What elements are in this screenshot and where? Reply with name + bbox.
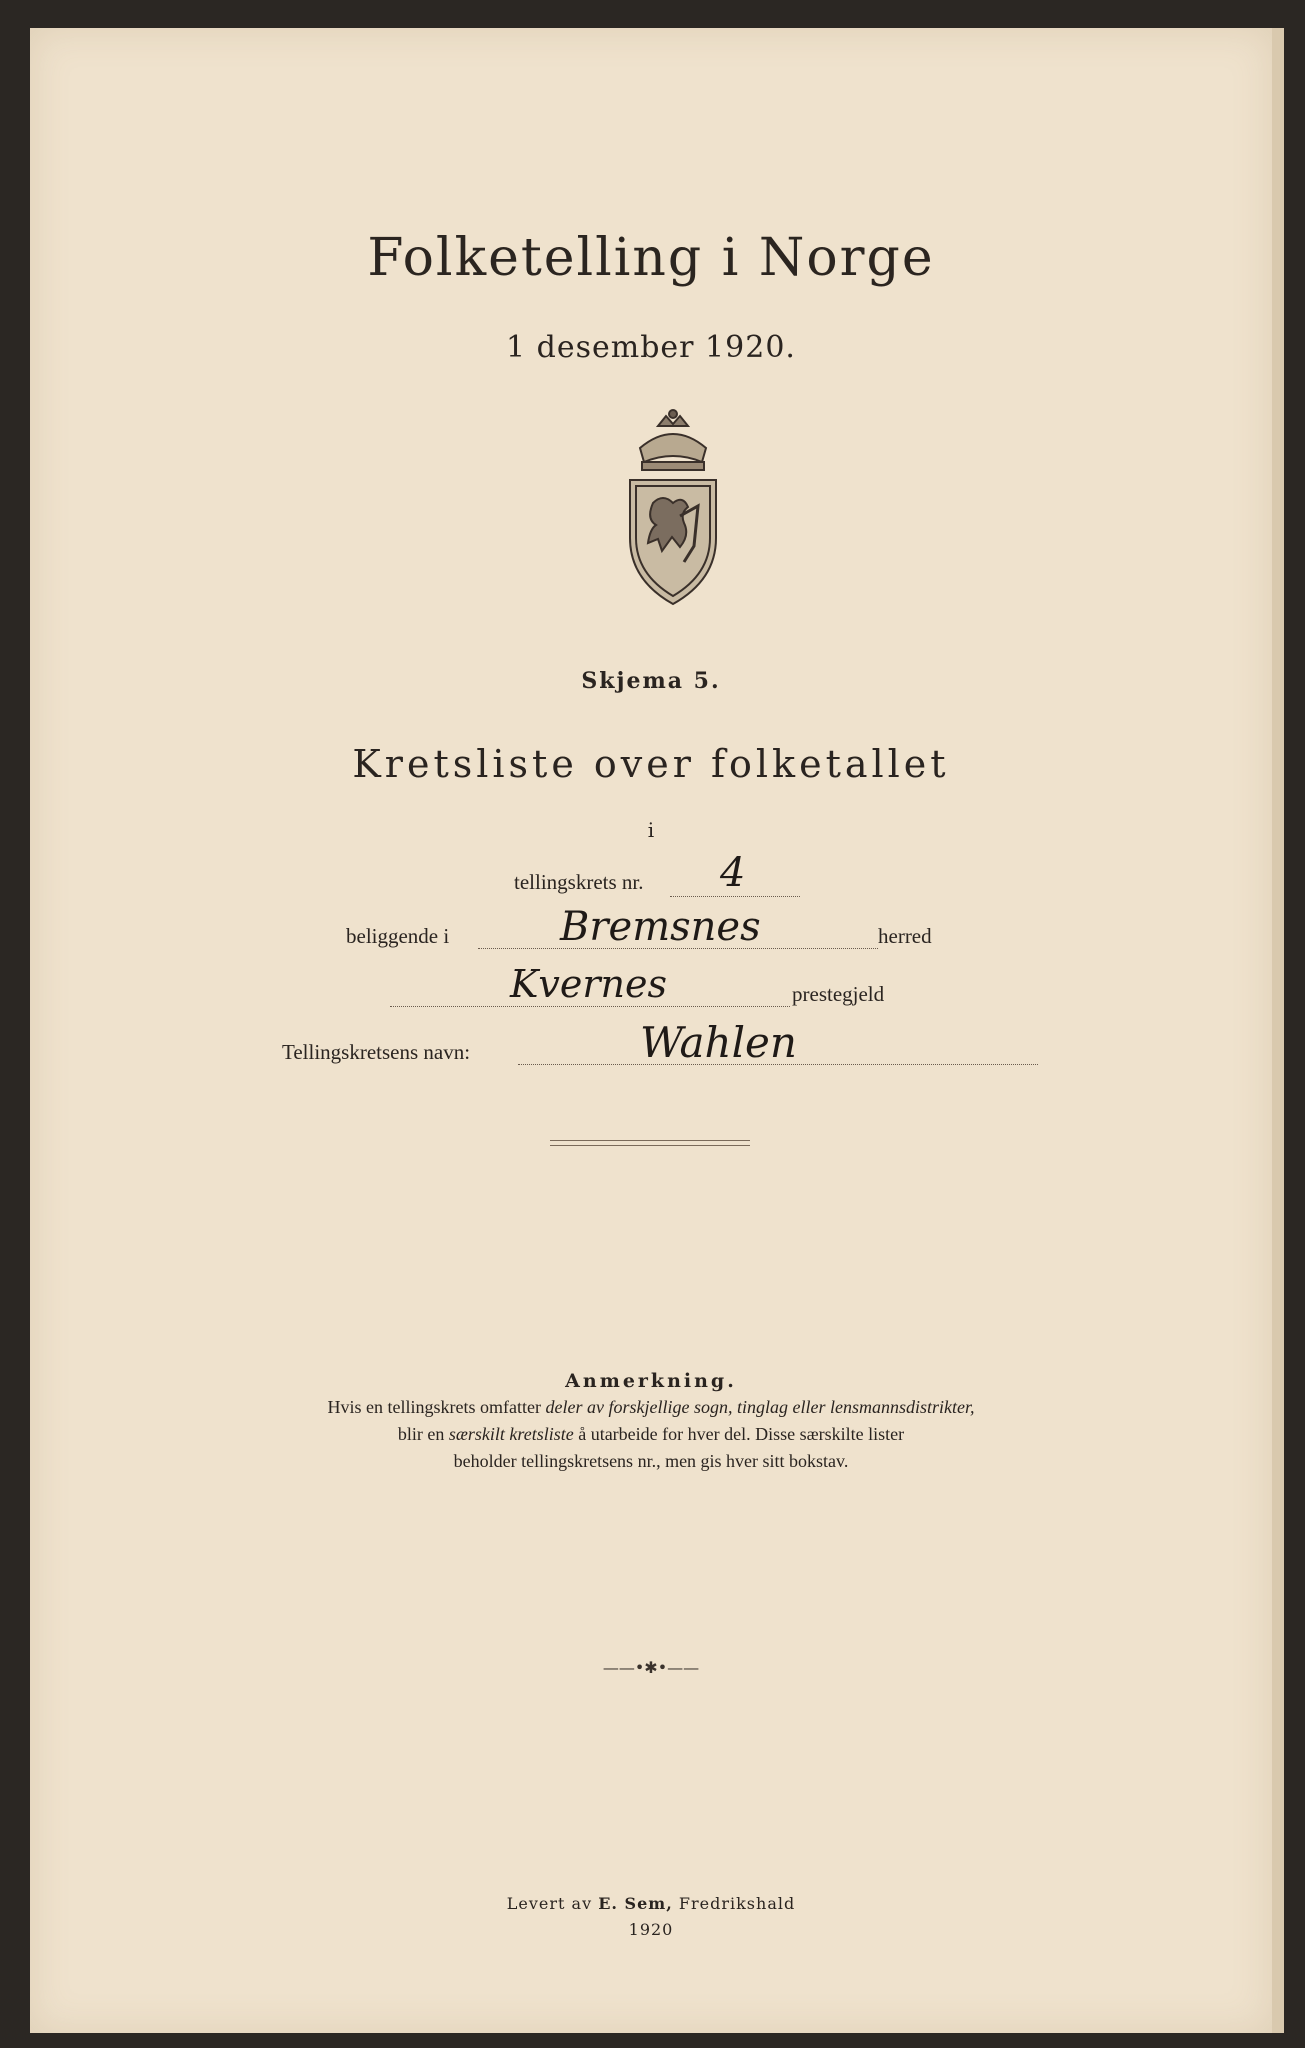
remark-line-2: blir en særskilt kretsliste å utarbeide for hver del. Disse særskilte lister: [397, 1424, 905, 1444]
coat-of-arms-icon: [618, 408, 728, 608]
krets-line: [670, 896, 800, 897]
preposition-i: i: [647, 818, 655, 842]
navn-label: Tellingskretsens navn:: [282, 1040, 471, 1064]
form-heading: Kretsliste over folketallet: [352, 742, 950, 786]
remark-heading: Anmerkning.: [565, 1370, 737, 1392]
prestegjeld-label: prestegjeld: [792, 982, 885, 1006]
remark-text: [30, 1394, 1272, 1475]
divider-rule: [550, 1140, 750, 1146]
prestegjeld-value: Kvernes: [510, 962, 667, 1006]
document-page: [30, 28, 1272, 2033]
ornament-divider: ——•✱•——: [602, 1658, 700, 1677]
prestegjeld-line: [390, 1006, 790, 1007]
document-date: 1 desember 1920.: [506, 330, 796, 365]
herred-value: Bremsnes: [560, 904, 761, 950]
krets-label: tellingskrets nr.: [514, 870, 644, 894]
beliggende-label: beliggende i: [346, 924, 450, 948]
printer-credit: Levert av E. Sem, Fredrikshald: [506, 1894, 796, 1913]
printer-year: 1920: [628, 1920, 674, 1939]
navn-value: Wahlen: [640, 1018, 797, 1067]
herred-label: herred: [878, 924, 932, 948]
remark-line-1: Hvis en tellingskrets omfatter deler av forskjellige sogn, tinglag eller lensmannsdistrikter,: [327, 1397, 975, 1417]
schema-number: Skjema 5.: [581, 668, 721, 694]
paper-edge: [1272, 28, 1284, 2033]
remark-line-3: beholder tellingskretsens nr., men gis hver sitt bokstav.: [453, 1451, 849, 1471]
document-title: Folketelling i Norge: [367, 228, 935, 288]
krets-value: 4: [720, 850, 746, 896]
